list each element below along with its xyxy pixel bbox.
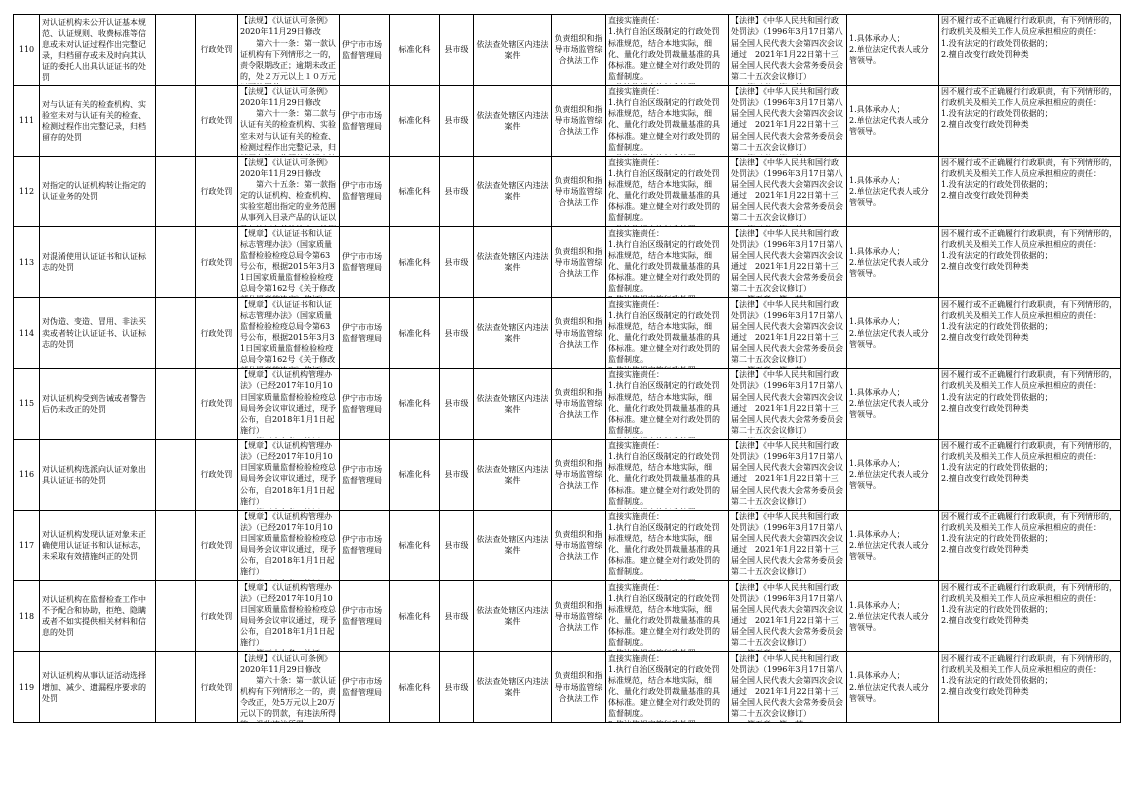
task-cell [474,15,552,86]
responsibility-cell [606,368,729,439]
responsible-subject-text: 1.具体承办人； 2.单位法定代表人或分管领导。 [849,105,929,137]
duty-cell [552,156,606,227]
power-type-cell [196,368,238,439]
accountability-text: 因不履行或不正确履行行政职责，有下列情形的，行政机关及相关工作人员应承担相应的责任： 1.没有法定的行政处罚依据的； 2.擅自改变行政处罚种类 [941,16,1117,59]
task-text: 依法查处辖区内违法案件 [476,39,549,60]
level-cell [440,510,474,581]
item-name-cell [40,85,156,156]
responsibility-cell [606,510,729,581]
handling-unit-cell [390,652,440,723]
department-cell [340,581,390,652]
department-cell [340,15,390,86]
handling-unit-text: 标准化科 [398,45,431,55]
legal-basis-text: 【规章】《认证证书和认证标志管理办法》（国家质量监督检验检疫总局令第63号公布，根据2015年3月31日国家质量监督检验检疫总局令第162号《关于修改 [240,299,336,365]
item-name-cell [40,652,156,723]
accountability-cell [939,439,1121,510]
department-text: 伊宁市市场监督管理局 [342,39,382,60]
power-type-text: 行政处罚 [200,257,233,267]
handling-unit-text: 标准化科 [398,116,431,126]
legal-basis-cell [238,368,340,439]
power-type-cell [196,298,238,369]
power-type-cell [196,510,238,581]
handling-unit-text: 标准化科 [398,257,431,267]
responsible-subject-text: 1.具体承办人； 2.单位法定代表人或分管领导。 [849,529,929,562]
power-type-cell [196,439,238,510]
accountability-cell [939,368,1121,439]
accountability-cell [939,156,1121,227]
level-text: 县市级 [444,186,469,196]
row-number-cell [14,581,40,652]
item-name-text: 对认证机构受到告诫或者警告后仍未改正的处罚 [42,393,146,414]
task-cell [474,510,552,581]
responsible-subject-text: 1.具体承办人； 2.单位法定代表人或分管领导。 [849,34,929,66]
duty-text: 负责组织和指导市场监管综合执法工作 [554,600,603,632]
power-type-cell [196,652,238,723]
responsibility-basis-cell [729,156,847,227]
accountability-cell [939,298,1121,369]
responsibility-basis-text: 【法律】《中华人民共和国行政处罚法》（1996年3月17日第八届全国人民代表大会第四次会议通过 2021年1月22日第十三届全国人民代表大会常务委员会第二十五次会议修订） [731,228,843,294]
duty-cell [552,15,606,86]
responsibility-text: 直接实施责任： 1.执行自治区级制定的行政处罚标准规范，结合本地实际，细化、量化行政处罚裁量基准的具体标准。建立健全对行政处罚的监督制度。 [608,16,720,81]
level-text: 县市级 [444,470,469,480]
item-name-text: 对混淆使用认证证书和认证标志的处罚 [42,252,146,273]
power-type-text: 行政处罚 [200,611,233,621]
duty-text: 负责组织和指导市场监管综合执法工作 [554,529,603,562]
row-number-text: 119 [18,682,35,692]
task-text: 依法查处辖区内违法案件 [476,535,549,556]
accountability-text: 因不履行或不正确履行行政职责，有下列情形的，行政机关及相关工作人员应承担相应的责任： 1.没有法定的行政处罚依据的； 2.擅自改变行政处罚种类 [941,370,1117,413]
row-number-text: 114 [18,328,35,338]
legal-basis-cell [238,15,340,86]
accountability-text: 因不履行或不正确履行行政职责，有下列情形的，行政机关及相关工作人员应承担相应的责任： 1.没有法定的行政处罚依据的； 2.擅自改变行政处罚种类 [941,228,1117,272]
legal-basis-text: 【规章】《认证机构管理办法》（已经2017年10月10日国家质量监督检验检疫总局局务会议审议通过，现予公布，自2018年1月1日起施行） [240,370,336,435]
row-number-text: 112 [18,186,35,196]
responsibility-basis-cell [729,368,847,439]
task-text: 依法查处辖区内违法案件 [476,252,549,273]
duty-cell [552,652,606,723]
level-cell [440,368,474,439]
duty-cell [552,510,606,581]
legal-basis-cell [238,510,340,581]
responsible-subject-cell [847,439,939,510]
level-text: 县市级 [444,611,469,621]
table-row [14,156,1121,227]
department-text: 伊宁市市场监督管理局 [342,676,382,698]
responsible-subject-text: 1.具体承办人； 2.单位法定代表人或分管领导。 [849,459,929,491]
duty-text: 负责组织和指导市场监管综合执法工作 [554,175,603,208]
duty-text: 负责组织和指导市场监管综合执法工作 [554,459,603,491]
responsible-subject-text: 1.具体承办人； 2.单位法定代表人或分管领导。 [849,246,929,278]
item-name-cell [40,298,156,369]
blank-cell [156,439,196,510]
handling-unit-cell [390,227,440,298]
legal-basis-cell [238,439,340,510]
task-cell [474,298,552,369]
responsible-subject-cell [847,15,939,86]
legal-basis-text: 【法规】《认证认可条例》2020年11月29日修改 第六十一条：第一款认证机构有下列情形之一的，责令限期改正；逾期未改正的，处２万元以上１０万元 [240,16,336,81]
table-row [14,15,1121,86]
accountability-text: 因不履行或不正确履行行政职责，有下列情形的，行政机关及相关工作人员应承担相应的责任： 1.没有法定的行政处罚依据的； 2.擅自改变行政处罚种类 [941,87,1117,130]
responsibility-text: 直接实施责任： 1.执行自治区级制定的行政处罚标准规范，结合本地实际，细化、量化行政处罚裁量基准的具体标准。建立健全对行政处罚的监督制度。 [608,299,720,365]
item-name-cell [40,510,156,581]
row-number-text: 116 [18,470,35,480]
department-text: 伊宁市市场监督管理局 [342,464,382,485]
row-number-cell [14,298,40,369]
accountability-text: 因不履行或不正确履行行政职责，有下列情形的，行政机关及相关工作人员应承担相应的责任： 1.没有法定的行政处罚依据的； 2.擅自改变行政处罚种类 [941,441,1117,484]
handling-unit-cell [390,510,440,581]
responsibility-cell [606,227,729,298]
row-number-cell [14,227,40,298]
item-name-text: 对认证机构从事认证活动选择增加、减少、遗漏程序要求的处罚 [42,671,146,703]
task-text: 依法查处辖区内违法案件 [476,464,549,485]
table-row [14,510,1121,581]
duty-text: 负责组织和指导市场监管综合执法工作 [554,671,603,703]
row-number-text: 115 [18,399,35,409]
blank-cell [156,85,196,156]
department-cell [340,439,390,510]
accountability-cell [939,652,1121,723]
legal-basis-cell [238,85,340,156]
level-cell [440,227,474,298]
responsibility-basis-text: 【法律】《中华人民共和国行政处罚法》（1996年3月17日第八届全国人民代表大会第四次会议通过 2021年1月22日第十三届全国人民代表大会常务委员会第二十五次会议修订） [731,157,843,223]
responsible-subject-text: 1.具体承办人； 2.单位法定代表人或分管领导。 [849,671,929,703]
handling-unit-text: 标准化科 [398,470,431,480]
task-text: 依法查处辖区内违法案件 [476,110,549,131]
power-type-text: 行政处罚 [200,540,233,550]
handling-unit-text: 标准化科 [398,399,431,409]
handling-unit-cell [390,156,440,227]
item-name-cell [40,156,156,227]
task-cell [474,581,552,652]
department-cell [340,298,390,369]
task-cell [474,368,552,439]
blank-cell [156,227,196,298]
task-cell [474,227,552,298]
responsibility-cell [606,652,729,723]
blank-cell [156,298,196,369]
department-text: 伊宁市市场监督管理局 [342,393,382,414]
handling-unit-cell [390,15,440,86]
responsibility-basis-cell [729,298,847,369]
handling-unit-cell [390,439,440,510]
power-type-text: 行政处罚 [200,45,233,55]
responsible-subject-cell [847,227,939,298]
row-number-cell [14,368,40,439]
power-type-cell [196,85,238,156]
accountability-text: 因不履行或不正确履行行政职责，有下列情形的，行政机关及相关工作人员应承担相应的责任： 1.没有法定的行政处罚依据的； 2.擅自改变行政处罚种类 [941,511,1117,555]
table-row [14,439,1121,510]
responsibility-basis-text: 【法律】《中华人民共和国行政处罚法》（1996年3月17日第八届全国人民代表大会第四次会议通过 2021年1月22日第十三届全国人民代表大会常务委员会第二十五次会议修订） [731,16,843,81]
accountability-cell [939,15,1121,86]
handling-unit-text: 标准化科 [398,328,431,338]
level-cell [440,15,474,86]
responsibility-text: 直接实施责任： 1.执行自治区级制定的行政处罚标准规范，结合本地实际，细化、量化行政处罚裁量基准的具体标准。建立健全对行政处罚的监督制度。 [608,370,720,435]
handling-unit-cell [390,85,440,156]
power-type-text: 行政处罚 [200,328,233,338]
duty-cell [552,85,606,156]
legal-basis-text: 【规章】《认证机构管理办法》（已经2017年10月10日国家质量监督检验检疫总局局务会议审议通过，现予公布，自2018年1月1日起施行） [240,511,336,577]
department-cell [340,227,390,298]
level-text: 县市级 [444,540,469,550]
handling-unit-text: 标准化科 [398,611,431,621]
row-number-text: 110 [18,45,35,55]
department-text: 伊宁市市场监督管理局 [342,181,382,202]
legal-basis-text: 【规章】《认证证书和认证标志管理办法》（国家质量监督检验检疫总局令第63号公布，根据2015年3月31日国家质量监督检验检疫总局令第162号《关于修改 [240,228,336,294]
legal-basis-cell [238,156,340,227]
power-type-cell [196,156,238,227]
level-text: 县市级 [444,116,469,126]
task-text: 依法查处辖区内违法案件 [476,393,549,414]
legal-basis-text: 【法规】《认证认可条例》2020年11月29日修改 第六十五条：第一款指定的认证机构、检查机构、实验室超出指定的业务范围从事列入目录产品的认证以 [240,157,336,223]
responsible-subject-cell [847,298,939,369]
legal-basis-text: 【法规】《认证认可条例》2020年11月29日修改 第六十一条：第二款与认证有关的检查机构、实验室未对与认证有关的检查、检测过程作出完整记录，归 [240,87,336,152]
legal-basis-cell [238,227,340,298]
department-text: 伊宁市市场监督管理局 [342,322,382,344]
responsibility-basis-cell [729,581,847,652]
responsibility-basis-text: 【法律】《中华人民共和国行政处罚法》（1996年3月17日第八届全国人民代表大会第四次会议通过 2021年1月22日第十三届全国人民代表大会常务委员会第二十五次会议修订） [731,299,843,365]
level-cell [440,652,474,723]
responsibility-cell [606,15,729,86]
row-number-cell [14,510,40,581]
task-cell [474,85,552,156]
power-type-text: 行政处罚 [200,186,233,196]
duty-text: 负责组织和指导市场监管综合执法工作 [554,34,603,66]
accountability-cell [939,581,1121,652]
level-cell [440,581,474,652]
row-number-text: 117 [18,540,35,550]
row-number-text: 118 [18,611,35,621]
blank-cell [156,581,196,652]
legal-basis-cell [238,652,340,723]
responsibility-basis-text: 【法律】《中华人民共和国行政处罚法》（1996年3月17日第八届全国人民代表大会第四次会议通过 2021年1月22日第十三届全国人民代表大会常务委员会第二十五次会议修订） [731,511,843,577]
row-number-cell [14,439,40,510]
handling-unit-cell [390,298,440,369]
level-text: 县市级 [444,328,469,338]
blank-cell [156,368,196,439]
blank-cell [156,156,196,227]
department-cell [340,156,390,227]
responsibility-basis-cell [729,439,847,510]
accountability-cell [939,227,1121,298]
task-text: 依法查处辖区内违法案件 [476,676,549,698]
power-type-text: 行政处罚 [200,682,233,692]
responsibility-text: 直接实施责任： 1.执行自治区级制定的行政处罚标准规范，结合本地实际，细化、量化行政处罚裁量基准的具体标准。建立健全对行政处罚的监督制度。 [608,511,720,577]
duty-text: 负责组织和指导市场监管综合执法工作 [554,317,603,349]
responsible-subject-text: 1.具体承办人； 2.单位法定代表人或分管领导。 [849,600,929,632]
responsibility-basis-text: 【法律】《中华人民共和国行政处罚法》（1996年3月17日第八届全国人民代表大会第四次会议通过 2021年1月22日第十三届全国人民代表大会常务委员会第二十五次会议修订） [731,87,843,152]
legal-basis-text: 【规章】《认证机构管理办法》（已经2017年10月10日国家质量监督检验检疫总局局务会议审议通过，现予公布，自2018年1月1日起施行） [240,582,336,648]
responsibility-basis-text: 【法律】《中华人民共和国行政处罚法》（1996年3月17日第八届全国人民代表大会第四次会议通过 2021年1月22日第十三届全国人民代表大会常务委员会第二十五次会议修订） [731,653,843,719]
table-row [14,581,1121,652]
item-name-text: 对认证机构选派向认证对象出具认证证书的处罚 [42,464,146,485]
department-text: 伊宁市市场监督管理局 [342,252,382,273]
row-number-text: 111 [18,116,35,126]
accountability-text: 因不履行或不正确履行行政职责，有下列情形的，行政机关及相关工作人员应承担相应的责任： 1.没有法定的行政处罚依据的； 2.擅自改变行政处罚种类 [941,157,1117,201]
responsibility-text: 直接实施责任： 1.执行自治区级制定的行政处罚标准规范，结合本地实际，细化、量化行政处罚裁量基准的具体标准。建立健全对行政处罚的监督制度。 [608,87,720,152]
handling-unit-text: 标准化科 [398,682,431,692]
task-cell [474,156,552,227]
responsibility-cell [606,85,729,156]
legal-basis-cell [238,298,340,369]
responsible-subject-text: 1.具体承办人； 2.单位法定代表人或分管领导。 [849,317,929,349]
department-cell [340,85,390,156]
department-cell [340,510,390,581]
responsible-subject-text: 1.具体承办人； 2.单位法定代表人或分管领导。 [849,175,929,208]
level-cell [440,156,474,227]
item-name-text: 对指定的认证机构转让指定的认证业务的处罚 [42,181,146,202]
legal-basis-text: 【规章】《认证机构管理办法》（已经2017年10月10日国家质量监督检验检疫总局局务会议审议通过，现予公布，自2018年1月1日起施行） [240,441,336,506]
power-type-cell [196,227,238,298]
power-type-text: 行政处罚 [200,470,233,480]
item-name-text: 对认证机构发现认证对象未正确使用认证证书和认证标志，未采取有效措施纠正的处罚 [42,529,146,562]
item-name-cell [40,439,156,510]
responsibility-text: 直接实施责任： 1.执行自治区级制定的行政处罚标准规范，结合本地实际，细化、量化行政处罚裁量基准的具体标准。建立健全对行政处罚的监督制度。 [608,582,720,648]
row-number-cell [14,85,40,156]
accountability-text: 因不履行或不正确履行行政职责，有下列情形的，行政机关及相关工作人员应承担相应的责任： 1.没有法定的行政处罚依据的； 2.擅自改变行政处罚种类 [941,582,1117,626]
accountability-text: 因不履行或不正确履行行政职责，有下列情形的，行政机关及相关工作人员应承担相应的责任： 1.没有法定的行政处罚依据的； 2.擅自改变行政处罚种类 [941,299,1117,342]
item-name-text: 对伪造、变造、冒用、非法买卖或者转让认证证书、认证标志的处罚 [42,317,146,349]
responsibility-basis-cell [729,85,847,156]
responsibility-cell [606,298,729,369]
item-name-cell [40,227,156,298]
legal-basis-cell [238,581,340,652]
responsibility-text: 直接实施责任： 1.执行自治区级制定的行政处罚标准规范，结合本地实际，细化、量化行政处罚裁量基准的具体标准。建立健全对行政处罚的监督制度。 [608,157,720,223]
responsible-subject-cell [847,85,939,156]
accountability-cell [939,85,1121,156]
level-cell [440,85,474,156]
responsible-subject-cell [847,368,939,439]
responsibility-basis-cell [729,15,847,86]
level-cell [440,298,474,369]
item-name-cell [40,581,156,652]
responsibility-basis-text: 【法律】《中华人民共和国行政处罚法》（1996年3月17日第八届全国人民代表大会第四次会议通过 2021年1月22日第十三届全国人民代表大会常务委员会第二十五次会议修订） [731,370,843,435]
responsible-subject-cell [847,510,939,581]
row-number-cell [14,15,40,86]
item-name-cell [40,368,156,439]
table-row [14,368,1121,439]
responsibility-basis-text: 【法律】《中华人民共和国行政处罚法》（1996年3月17日第八届全国人民代表大会第四次会议通过 2021年1月22日第十三届全国人民代表大会常务委员会第二十五次会议修订） [731,582,843,648]
duty-cell [552,581,606,652]
responsible-subject-cell [847,156,939,227]
blank-cell [156,652,196,723]
department-cell [340,652,390,723]
responsible-subject-cell [847,581,939,652]
item-name-text: 对认证机构在监督检查工作中不予配合和协助，拒绝、隐瞒或者不如实提供相关材料和信息的处罚 [42,595,146,638]
row-number-cell [14,652,40,723]
responsible-subject-text: 1.具体承办人； 2.单位法定代表人或分管领导。 [849,388,929,420]
responsibility-basis-cell [729,227,847,298]
table-row [14,227,1121,298]
power-type-text: 行政处罚 [200,399,233,409]
legal-basis-text: 【法规】《认证认可条例》2020年11月29日修改 第六十条：第一款认证机构有下列情形之一的，责令改正，处5万元以上20万元以下的罚款，有违法所得 [240,653,336,719]
table-row [14,85,1121,156]
blank-cell [156,510,196,581]
handling-unit-cell [390,581,440,652]
level-cell [440,439,474,510]
task-text: 依法查处辖区内违法案件 [476,181,549,202]
handling-unit-text: 标准化科 [398,540,431,550]
responsibility-cell [606,581,729,652]
table-row [14,652,1121,723]
duty-cell [552,298,606,369]
row-number-text: 113 [18,257,35,267]
department-cell [340,368,390,439]
duty-cell [552,368,606,439]
task-text: 依法查处辖区内违法案件 [476,322,549,344]
row-number-cell [14,156,40,227]
responsibility-text: 直接实施责任： 1.执行自治区级制定的行政处罚标准规范，结合本地实际，细化、量化行政处罚裁量基准的具体标准。建立健全对行政处罚的监督制度。 [608,441,720,506]
responsibility-text: 直接实施责任： 1.执行自治区级制定的行政处罚标准规范，结合本地实际，细化、量化行政处罚裁量基准的具体标准。建立健全对行政处罚的监督制度。 [608,653,720,719]
task-cell [474,439,552,510]
item-name-text: 对与认证有关的检查机构、实验室未对与认证有关的检查、检测过程作出完整记录，归档留存的处罚 [42,99,146,142]
table-row [14,298,1121,369]
level-text: 县市级 [444,682,469,692]
responsibility-basis-cell [729,510,847,581]
duty-cell [552,227,606,298]
duty-text: 负责组织和指导市场监管综合执法工作 [554,246,603,278]
department-text: 伊宁市市场监督管理局 [342,110,382,131]
department-text: 伊宁市市场监督管理局 [342,535,382,556]
responsibility-text: 直接实施责任： 1.执行自治区级制定的行政处罚标准规范，结合本地实际，细化、量化行政处罚裁量基准的具体标准。建立健全对行政处罚的监督制度。 [608,228,720,294]
power-type-text: 行政处罚 [200,116,233,126]
level-text: 县市级 [444,45,469,55]
responsibility-cell [606,439,729,510]
department-text: 伊宁市市场监督管理局 [342,606,382,627]
task-cell [474,652,552,723]
accountability-text: 因不履行或不正确履行行政职责，有下列情形的，行政机关及相关工作人员应承担相应的责任： 1.没有法定的行政处罚依据的； 2.擅自改变行政处罚种类 [941,653,1117,696]
power-type-cell [196,581,238,652]
level-text: 县市级 [444,399,469,409]
duty-cell [552,439,606,510]
responsibility-basis-cell [729,652,847,723]
power-list-table [13,14,1121,723]
responsible-subject-cell [847,652,939,723]
task-text: 依法查处辖区内违法案件 [476,606,549,627]
item-name-cell [40,15,156,86]
responsibility-basis-text: 【法律】《中华人民共和国行政处罚法》（1996年3月17日第八届全国人民代表大会第四次会议通过 2021年1月22日第十三届全国人民代表大会常务委员会第二十五次会议修订） [731,441,843,506]
item-name-text: 对认证机构未公开认证基本规范、认证规则、收费标准等信息或未对认证过程作出完整记录，归档留存或未及时向其认证的委托人出具认证证书的处罚 [42,17,146,83]
handling-unit-text: 标准化科 [398,186,431,196]
level-text: 县市级 [444,257,469,267]
responsibility-cell [606,156,729,227]
duty-text: 负责组织和指导市场监管综合执法工作 [554,105,603,137]
duty-text: 负责组织和指导市场监管综合执法工作 [554,388,603,420]
accountability-cell [939,510,1121,581]
blank-cell [156,15,196,86]
power-type-cell [196,15,238,86]
handling-unit-cell [390,368,440,439]
